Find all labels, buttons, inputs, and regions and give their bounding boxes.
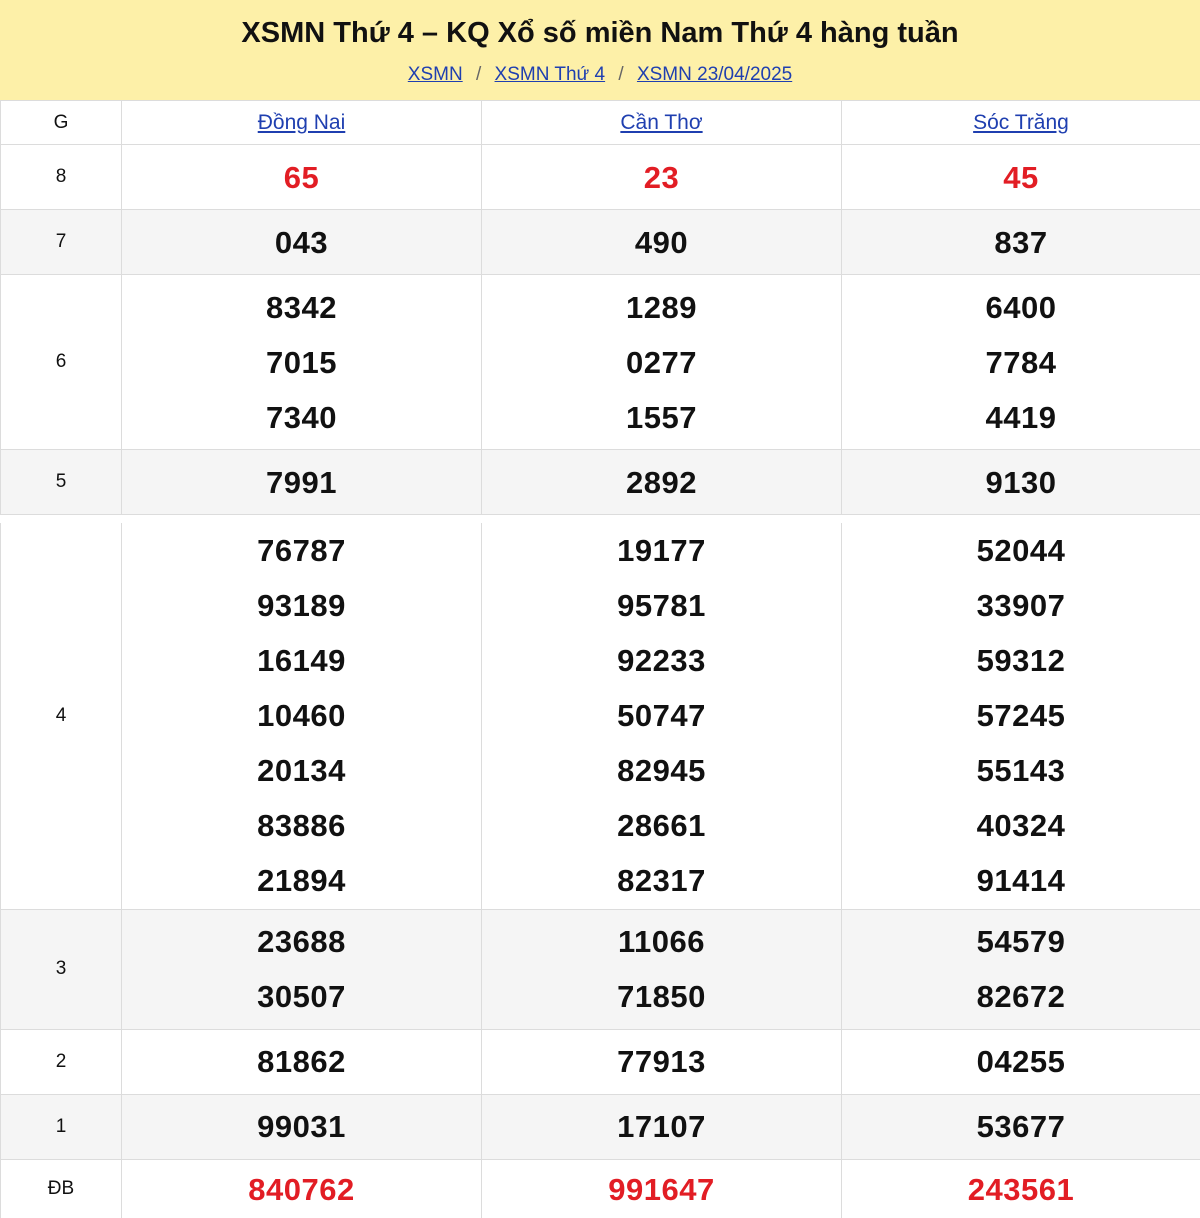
prize-label: ĐB	[1, 1159, 122, 1218]
result-number: 82945	[617, 753, 706, 789]
result-cell	[482, 145, 842, 210]
result-number: 53677	[976, 1109, 1066, 1144]
province-header	[842, 101, 1200, 145]
result-cell	[842, 909, 1200, 1029]
prize-label: 7	[1, 210, 122, 275]
result-number: 55143	[976, 753, 1066, 789]
table-header-row	[1, 101, 1200, 145]
result-number: 76787	[257, 533, 346, 569]
result-cell	[842, 275, 1200, 450]
result-cell	[842, 1159, 1200, 1218]
province-header	[482, 101, 842, 145]
result-number: 1289	[626, 289, 697, 325]
highlight-number: 243561	[967, 1171, 1075, 1207]
result-number: 490	[634, 224, 689, 260]
result-number: 1557	[626, 399, 697, 435]
breadcrumb-link-xsmn-thu-4[interactable]: XSMN Thứ 4	[494, 64, 606, 85]
table-row	[1, 210, 1200, 275]
prize-label: 2	[1, 1029, 122, 1094]
result-number: 82672	[976, 979, 1066, 1014]
result-number: 10460	[257, 698, 346, 734]
prize-label: 6	[1, 275, 122, 450]
result-cell	[842, 1029, 1200, 1094]
result-number: 91414	[976, 863, 1066, 899]
table-row	[1, 275, 1200, 450]
breadcrumb	[0, 63, 1200, 87]
breadcrumb-separator: /	[475, 64, 482, 85]
result-number: 40324	[976, 808, 1066, 844]
result-cell	[122, 1159, 482, 1218]
result-number: 7991	[266, 464, 337, 500]
breadcrumb-link-date[interactable]: XSMN 23/04/2025	[636, 64, 793, 85]
result-cell	[482, 275, 842, 450]
result-number: 30507	[257, 979, 346, 1014]
result-cell	[842, 1094, 1200, 1159]
result-number: 9130	[985, 464, 1057, 500]
result-cell	[842, 210, 1200, 275]
page-title: XSMN Thứ 4 – KQ Xổ số miền Nam Thứ 4 hàng tuần	[241, 17, 959, 49]
province-link-soc-trang[interactable]: Sóc Trăng	[973, 110, 1069, 134]
result-number: 77913	[617, 1044, 706, 1079]
highlight-number: 65	[283, 159, 320, 195]
highlight-number: 45	[1003, 159, 1039, 195]
province-link-dong-nai[interactable]: Đồng Nai	[257, 110, 346, 134]
table-row	[1, 523, 1200, 909]
result-number: 71850	[617, 979, 706, 1014]
result-number: 54579	[976, 924, 1066, 959]
page-header	[0, 0, 1200, 100]
highlight-number: 840762	[248, 1171, 355, 1207]
result-cell	[482, 909, 842, 1029]
table-row	[1, 1159, 1200, 1218]
result-cell	[482, 1029, 842, 1094]
result-number: 50747	[617, 698, 706, 734]
result-number: 043	[274, 224, 329, 260]
result-cell	[122, 145, 482, 210]
result-number: 28661	[617, 808, 706, 844]
result-number: 16149	[257, 643, 346, 679]
highlight-number: 991647	[608, 1171, 715, 1207]
result-number: 6400	[985, 289, 1057, 325]
result-number: 57245	[976, 698, 1066, 734]
breadcrumb-link-xsmn[interactable]: XSMN	[407, 64, 463, 85]
result-cell	[482, 450, 842, 515]
highlight-number: 23	[643, 159, 680, 195]
result-number: 04255	[976, 1044, 1066, 1079]
results-table-top	[0, 100, 1200, 515]
result-cell	[122, 275, 482, 450]
result-number: 8342	[266, 289, 337, 325]
table-row	[1, 909, 1200, 1029]
province-link-can-tho[interactable]: Cần Thơ	[620, 110, 703, 134]
result-cell	[122, 1029, 482, 1094]
result-number: 82317	[617, 863, 706, 899]
prize-label: 3	[1, 909, 122, 1029]
province-header	[122, 101, 482, 145]
result-number: 17107	[617, 1109, 706, 1144]
breadcrumb-separator: /	[618, 64, 624, 85]
result-number: 7015	[266, 344, 337, 380]
result-number: 83886	[257, 808, 346, 844]
result-number: 59312	[976, 643, 1066, 679]
result-number: 837	[994, 224, 1048, 260]
prize-label: 5	[1, 450, 122, 515]
result-number: 33907	[976, 588, 1066, 624]
table-row	[1, 1029, 1200, 1094]
result-cell	[122, 210, 482, 275]
result-number: 20134	[257, 753, 346, 789]
prize-label: 8	[1, 145, 122, 210]
table-row	[1, 145, 1200, 210]
result-cell	[122, 523, 482, 909]
result-number: 11066	[618, 924, 705, 959]
result-number: 2892	[626, 464, 697, 500]
prize-label: 4	[1, 523, 122, 909]
result-cell	[122, 450, 482, 515]
result-cell	[482, 210, 842, 275]
result-number: 23688	[257, 924, 346, 959]
result-number: 4419	[985, 399, 1057, 435]
result-cell	[842, 523, 1200, 909]
result-cell	[122, 1094, 482, 1159]
result-cell	[842, 145, 1200, 210]
result-number: 95781	[617, 588, 706, 624]
prize-label: 1	[1, 1094, 122, 1159]
table-row	[1, 450, 1200, 515]
result-cell	[482, 1159, 842, 1218]
result-number: 99031	[257, 1109, 346, 1144]
result-number: 7340	[266, 399, 337, 435]
result-number: 81862	[257, 1044, 346, 1079]
result-cell	[842, 450, 1200, 515]
result-number: 92233	[617, 643, 706, 679]
result-number: 7784	[985, 344, 1057, 380]
table-row	[1, 1094, 1200, 1159]
result-cell	[122, 909, 482, 1029]
result-number: 93189	[257, 588, 346, 624]
result-number: 19177	[617, 533, 706, 569]
result-number: 21894	[257, 863, 346, 899]
result-number: 52044	[976, 533, 1066, 569]
result-cell	[482, 1094, 842, 1159]
results-table-bottom	[0, 523, 1200, 1218]
result-number: 0277	[626, 344, 697, 380]
result-cell	[482, 523, 842, 909]
prize-column-header: G	[1, 101, 122, 145]
